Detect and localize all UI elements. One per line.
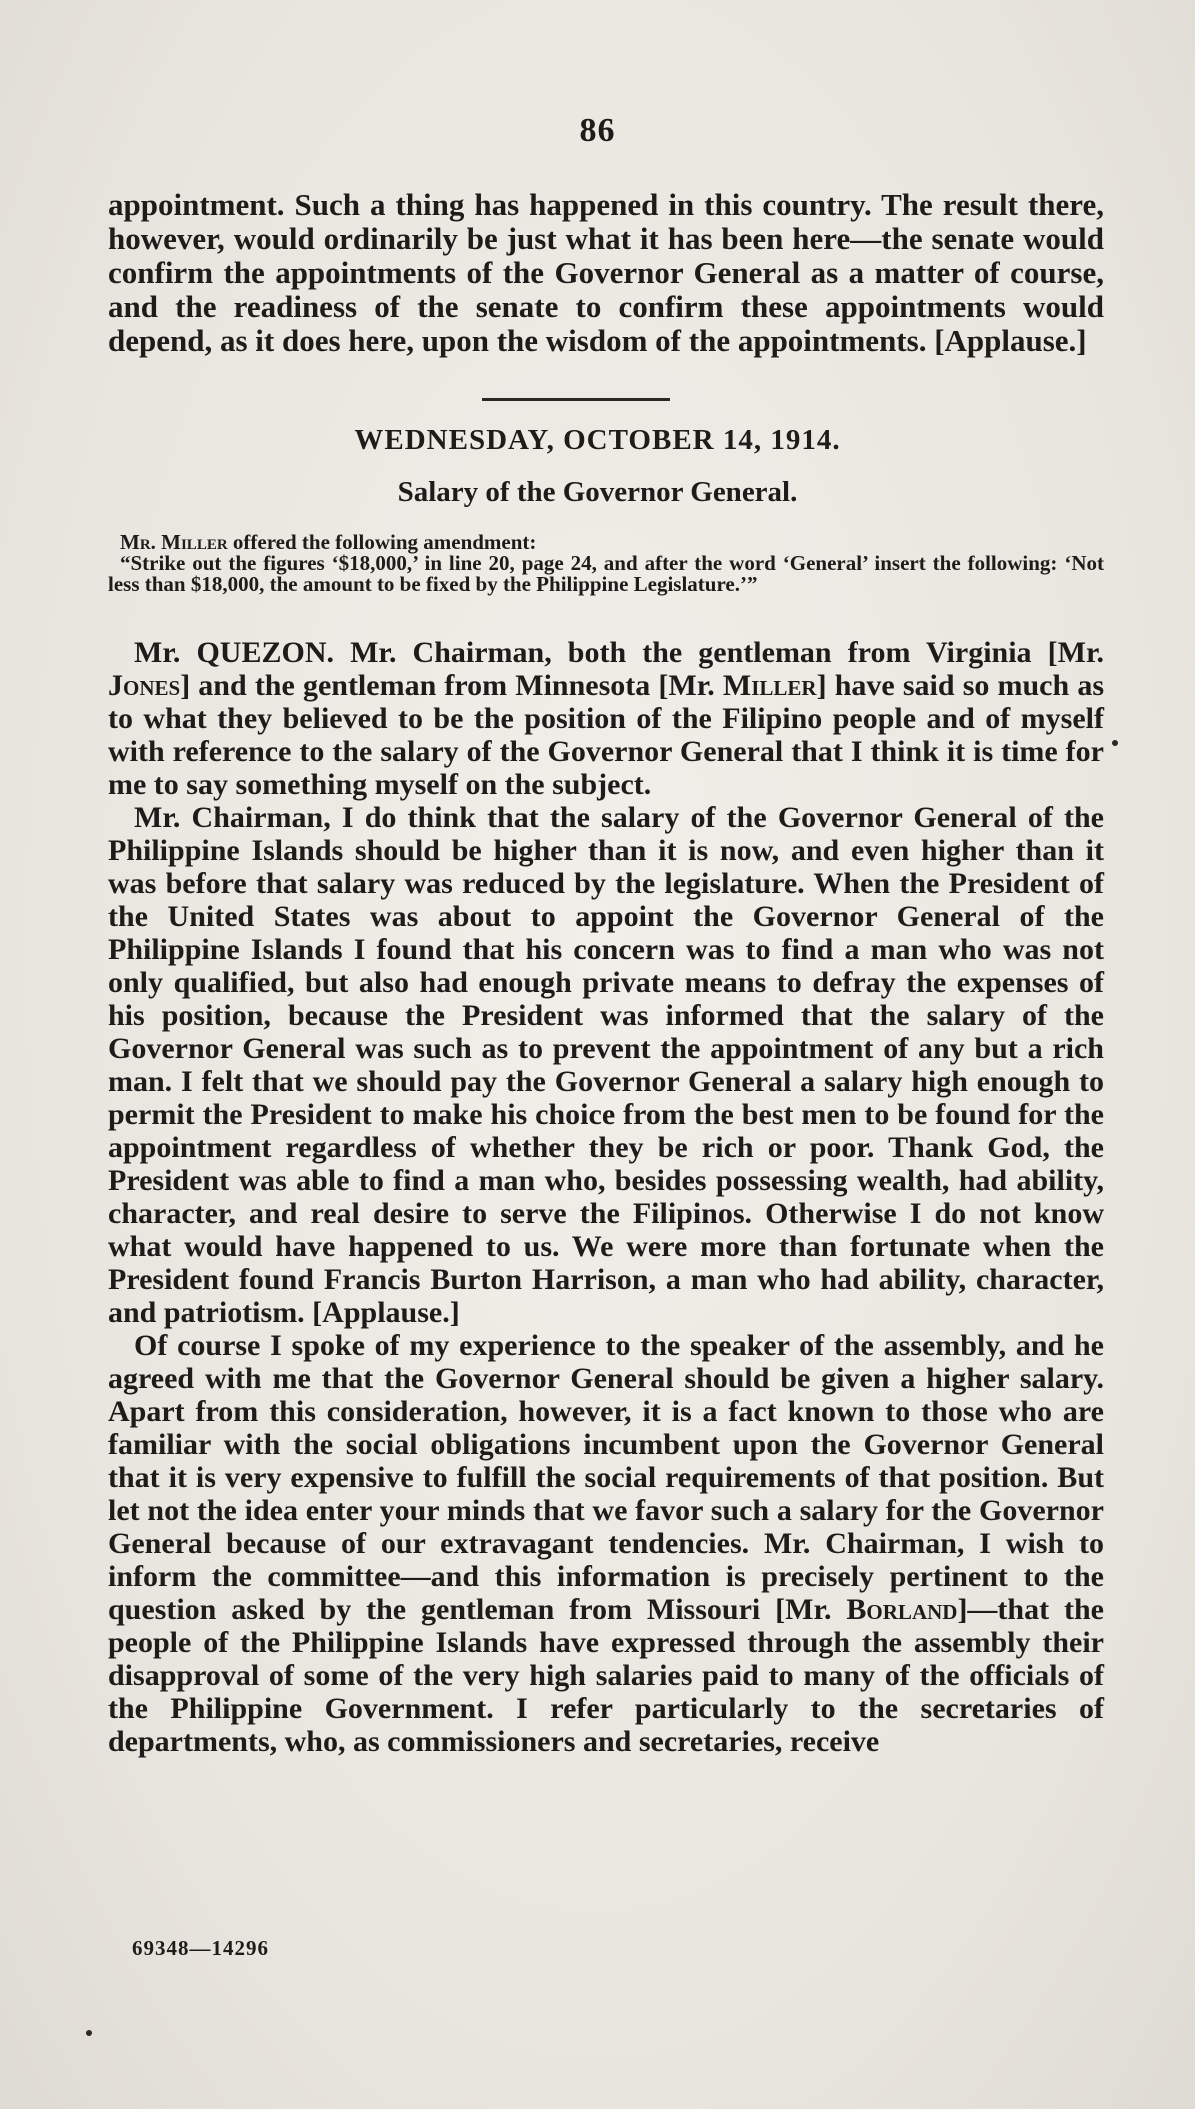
lead-paragraph: appointment. Such a thing has happened in this country. The result there, however, would ordinarily be just what it has been here—the senate would confirm the appointments of the Governor General as a matter of course, and the readiness of the senate to confirm these appointments would depend, as it does here, upon the wisdom of the appointments. [Applause.]	[108, 187, 1104, 358]
print-speck	[86, 2030, 92, 2036]
paragraph-social-obligations	[108, 1329, 1104, 1758]
amendment-speaker: Mr. Miller	[120, 530, 228, 554]
speech-body	[108, 636, 1104, 1758]
amendment-intro	[108, 532, 1104, 553]
paragraph-quezon-opening	[108, 636, 1104, 801]
lead-paragraph-block	[108, 188, 1104, 358]
p1-end: ] have said so much as to what they believed to be the position of the Filipino people and of myself with reference to the salary of the Governor General that I think it is time for me to say something myself on the subject.	[108, 669, 1104, 801]
p3-start: Of course I spoke of my experience to the speaker of the assembly, and he agreed with me that the Governor General should be given a higher salary. Apart from this consideration, however, it is a fact known to those who are familiar with the social obligations incumbent upon the Governor General that it is very expensive to fulfill the social requirements of that position. But let not the idea enter your minds that we favor such a salary for the Governor General because of our extravagant tendencies. Mr. Chairman, I wish to inform the committee—and this information is precisely pertinent to the question asked by the gentleman from Missouri [Mr.	[108, 1329, 1104, 1626]
p1-name-jones: Jones	[108, 669, 181, 702]
p1-mid: ] and the gentleman from Minnesota [Mr.	[180, 669, 723, 702]
print-code: 69348—14296	[132, 1936, 269, 1960]
amendment-block	[108, 532, 1104, 595]
day-heading: WEDNESDAY, OCTOBER 14, 1914.	[354, 424, 841, 456]
amendment-text: “Strike out the figures ‘$18,000,’ in line 20, page 24, and after the word ‘General’ insert the following: ‘Not less than $18,000, the amount to be fixed by the Philippine Legislature.’”	[108, 551, 1104, 596]
page-number: 86	[579, 112, 616, 149]
paragraph-salary-argument: Mr. Chairman, I do think that the salary of the Governor General of the Philippine Islands should be higher than it is now, and even higher than it was before that salary was reduced by the legislature. When the President of the United States was about to appoint the Governor General of the Philippine Islands I found that his concern was to find a man who was not only qualified, but also had enough private means to defray the expenses of his position, because the President was informed that the salary of the Governor General was such as to prevent the appointment of any but a rich man. I felt that we should pay the Governor General a salary high enough to permit the President to make his choice from the best men to be found for the appointment regardless of whether they be rich or poor. Thank God, the President was able to find a man who, besides possessing wealth, had ability, character, and real desire to serve the Filipinos. Otherwise I do not know what would have happened to us. We were more than fortunate when the President found Francis Burton Harrison, a man who had ability, character, and patriotism. [Applause.]	[108, 801, 1104, 1329]
section-heading: Salary of the Governor General.	[397, 476, 798, 508]
p3-end: ]—that the people of the Philippine Islands have expressed through the assembly their disapproval of some of the very high salaries paid to many of the officials of the Philippine Government. I refer particularly to the secretaries of departments, who, as commissioners and secretaries, receive	[108, 1593, 1104, 1758]
p1-name-miller: Miller	[722, 669, 817, 702]
p3-name-borland: Borland	[846, 1593, 958, 1626]
section-divider	[482, 398, 670, 401]
print-speck	[1112, 740, 1118, 746]
amendment-intro-text: offered the following amendment:	[227, 530, 537, 554]
p1-start: Mr. QUEZON. Mr. Chairman, both the gentleman from Virginia [Mr.	[134, 636, 1104, 669]
